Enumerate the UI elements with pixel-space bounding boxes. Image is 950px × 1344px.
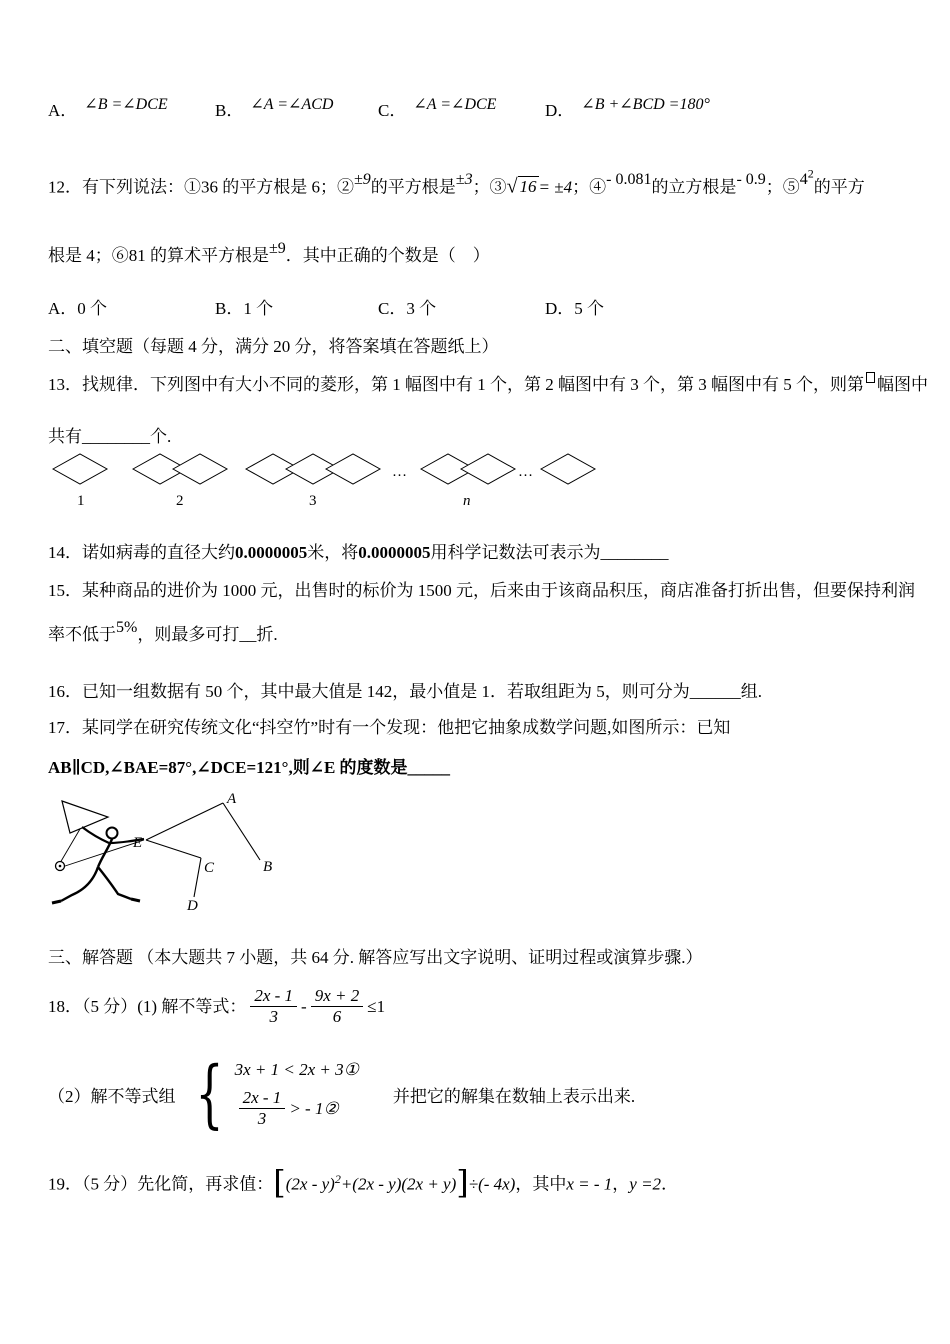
segment-EA (146, 803, 223, 840)
string-left (60, 829, 80, 863)
option-c (378, 98, 545, 125)
head (107, 828, 118, 839)
q12-sup-pm9: ±9 (354, 171, 371, 189)
q18-text-2: （2）解不等式组 (48, 1086, 176, 1106)
q19-term-2: +(2x - y)(2x + y) (340, 1174, 457, 1194)
q18-text-3: 并把它的解集在数轴上表示出来. (392, 1086, 636, 1106)
q12-text-1: 12．有下列说法：①36 的平方根是 6；② (48, 177, 354, 197)
rhombus (461, 454, 515, 484)
option-a-label: A． (48, 101, 78, 120)
point-label-D: D (187, 898, 198, 915)
rhombus (53, 454, 107, 484)
q15-text-2: 率不低于 (48, 625, 116, 645)
system-brace: { (194, 1051, 224, 1138)
q15-stem-line1: 15．某种商品的进价为 1000 元，出售时的标价为 1500 元，后来由于该商品积压，商店准备打折出售，但要保持利润 (48, 581, 915, 601)
option-c-label: C． (378, 101, 407, 120)
option-a (48, 98, 215, 125)
q14-text-2: 米，将 (307, 543, 359, 563)
q12-text-2: 的平方根是 (370, 177, 456, 197)
q15-stem-line2 (48, 619, 910, 649)
q14-number-1: 0.0000005 (235, 543, 308, 563)
q19-period: ． (661, 1174, 679, 1194)
option-d (545, 98, 710, 125)
section3-header: 三、解答题 （本大题共 7 小题，共 64 分. 解答应写出文字说明、证明过程或演算步骤.） (48, 948, 703, 968)
segment-AB (223, 803, 260, 860)
q19-term-1-exp: 2 (334, 1172, 341, 1187)
point-label-C: C (204, 860, 215, 877)
fraction-3-numerator: 2x - 1 (242, 1088, 282, 1108)
q19-value-y: y =2 (629, 1174, 662, 1194)
q19-divisor: ÷(- 4x) (468, 1174, 516, 1194)
left-bracket: [ (273, 1163, 286, 1202)
rhombus (173, 454, 227, 484)
q12-stem-line1 (48, 169, 910, 201)
q12-option-a: A．0 个 (48, 299, 108, 319)
q12-sup-neg09: - 0.9 (736, 171, 766, 189)
q12-text-4: ；④ (572, 177, 607, 197)
system-row-2 (235, 1090, 359, 1130)
sqrt-symbol: √ (506, 175, 518, 198)
q14-number-2: 0.0000005 (358, 543, 431, 563)
q19-term-1: (2x - y) (285, 1174, 335, 1194)
arm-left (82, 827, 109, 843)
section2-header: 二、填空题（每题 4 分，满分 20 分，将答案填在答题纸上） (48, 337, 499, 357)
system-row-1: 3x + 1 < 2x + 3① (234, 1060, 359, 1080)
minus-sign: - (301, 997, 307, 1017)
point-label-B: B (263, 859, 273, 876)
figure-label-2: 2 (176, 493, 184, 510)
q12-power-exp: 2 (807, 167, 814, 181)
leq-one: ≤1 (367, 997, 386, 1017)
q18-part2 (48, 1051, 910, 1138)
fraction-2-denominator: 6 (311, 1006, 364, 1027)
q18-part1 (48, 981, 910, 1033)
question11-options-row (48, 98, 910, 125)
q18-text-1: 18．（5 分）(1) 解不等式： (48, 997, 247, 1017)
q12-power-base-num: 4 (799, 171, 808, 189)
q14-stem (48, 540, 910, 566)
option-a-formula: ∠B =∠DCE (84, 96, 168, 113)
q12-option-c: C．3 个 (378, 299, 437, 319)
right-bracket: ] (456, 1163, 469, 1202)
diabolo-axle (59, 865, 62, 868)
option-b-formula: ∠A =∠ACD (250, 96, 334, 113)
sqrt-equals: = ±4 (538, 177, 573, 197)
fraction-1-numerator: 2x - 1 (254, 986, 294, 1006)
q19-comma: ， (612, 1174, 630, 1194)
q12-text-6: ；⑤ (765, 177, 800, 197)
option-d-label: D． (545, 101, 575, 120)
fraction-2 (311, 986, 364, 1026)
sqrt-radicand: 16 (519, 177, 537, 197)
inequality-system (235, 1058, 359, 1130)
q12-text-8: 根是 4；⑥81 的算术平方根是 (48, 246, 269, 266)
q14-text-1: 14．诺如病毒的直径大约 (48, 543, 235, 563)
q12-text-7: 的平方 (813, 177, 865, 197)
rhombus (326, 454, 380, 484)
q12-text-3: ；③ (472, 177, 507, 197)
q12-option-d: D．5 个 (545, 299, 605, 319)
q12-stem-line2 (48, 240, 910, 270)
q12-sup-neg0081: - 0.081 (606, 171, 652, 189)
segment-EC (146, 840, 201, 858)
option-d-formula: ∠B +∠BCD =180° (581, 96, 710, 113)
q12-option-b: B．1 个 (215, 299, 274, 319)
q13-text-2: 幅图中 (877, 375, 928, 395)
string-right (62, 840, 144, 867)
fraction-1 (250, 986, 297, 1026)
option-b-label: B． (215, 101, 244, 120)
q19-text-2: ，其中 (515, 1174, 567, 1194)
point-label-A: A (227, 793, 237, 808)
leg-front (98, 867, 131, 899)
fraction-3-denominator: 3 (239, 1108, 286, 1129)
q17-stem-line2: AB∥CD,∠BAE=87°,∠DCE=121°,则∠E 的度数是_____ (48, 758, 451, 778)
segment-CD (194, 858, 201, 897)
foot-front (131, 899, 140, 901)
fraction-1-denominator: 3 (250, 1006, 297, 1027)
q19-value-x: x = - 1 (566, 1174, 613, 1194)
figure-label-n: n (463, 493, 471, 510)
figure-label-1: 1 (77, 493, 85, 510)
placeholder-box (866, 372, 875, 383)
option-b (215, 98, 378, 125)
fraction-3 (239, 1088, 286, 1128)
q19-stem (48, 1157, 910, 1207)
q12-power-base (799, 167, 814, 189)
ellipsis-1: … (392, 464, 407, 481)
option-c-formula: ∠A =∠DCE (413, 96, 497, 113)
system-row-2-rest: > - 1② (289, 1099, 339, 1119)
q14-text-3: 用科学记数法可表示为________ (430, 543, 669, 563)
q12-sup-pm3: ±3 (455, 171, 473, 189)
q12-text-9: ．其中正确的个数是（ ） (285, 246, 490, 266)
q15-text-3: ，则最多可打__折. (137, 625, 278, 645)
q13-stem-line2: 共有________个. (48, 427, 172, 447)
rhombus-pattern-figure (48, 452, 608, 510)
q19-text-1: 19．（5 分）先化简，再求值： (48, 1174, 274, 1194)
q12-options-row (48, 296, 910, 322)
q15-sup-5pct: 5% (116, 619, 138, 637)
ellipsis-2: … (518, 464, 533, 481)
q12-sup-pm9b: ±9 (269, 240, 286, 258)
foot-back (52, 901, 61, 903)
leg-back (61, 867, 98, 901)
rhombus (541, 454, 595, 484)
fraction-2-numerator: 9x + 2 (314, 986, 360, 1006)
q13-text-1: 13．找规律．下列图中有大小不同的菱形，第 1 幅图中有 1 个，第 2 幅图中有 3 个，第 3 幅图中有 5 个，则第 (48, 375, 864, 395)
q13-stem-line1 (48, 372, 928, 398)
figure-label-3: 3 (309, 493, 317, 510)
q17-stem-line1: 17．某同学在研究传统文化“抖空竹”时有一个发现：他把它抽象成数学问题,如图所示：已知 (48, 718, 731, 738)
q12-text-5: 的立方根是 (651, 177, 737, 197)
diabolo-figure (48, 793, 348, 935)
q16-stem: 16．已知一组数据有 50 个，其中最大值是 142，最小值是 1．若取组距为 5，则可分为______组. (48, 682, 762, 702)
point-label-E: E (133, 835, 143, 852)
